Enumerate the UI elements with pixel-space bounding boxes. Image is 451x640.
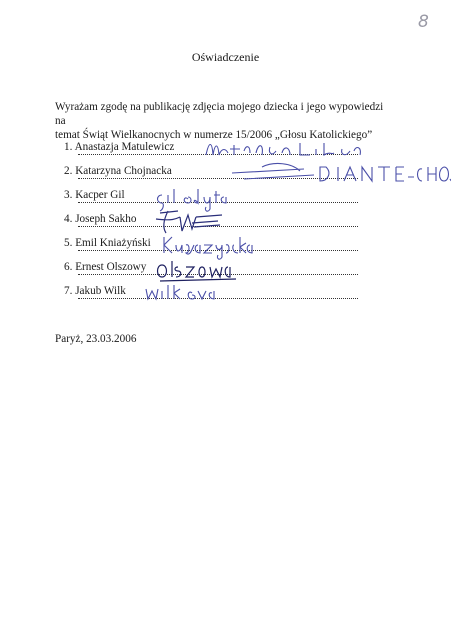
consent-statement	[55, 100, 395, 142]
signatory-row-6	[64, 261, 374, 283]
signatory-row-5	[64, 237, 374, 259]
signatory-name: 4. Joseph Sakho	[64, 213, 137, 225]
handwritten-signature	[142, 281, 451, 311]
signatory-name: 2. Katarzyna Chojnacka	[64, 165, 172, 177]
place-and-date: Paryż, 23.03.2006	[55, 333, 137, 345]
signatory-name: 5. Emil Kniażyński	[64, 237, 151, 249]
signatory-name: 7. Jakub Wilk	[64, 285, 126, 297]
signatory-name: 3. Kacper Gil	[64, 189, 125, 201]
signatory-row-7	[64, 285, 374, 307]
handwritten-page-number: 8	[418, 12, 429, 32]
document-title: Oświadczenie	[191, 50, 260, 64]
signatory-name: 6. Ernest Olszowy	[64, 261, 147, 273]
signatory-name: 1. Anastazja Matulewicz	[64, 141, 175, 153]
consent-line-2: temat Świąt Wielkanocnych w numerze 15/2006 „Głosu Katolickiego”	[55, 129, 373, 141]
consent-line-1: Wyrażam zgodę na publikację zdjęcia mojego dziecka i jego wypowiedzi na	[55, 101, 384, 127]
signatory-row-2	[64, 165, 374, 187]
